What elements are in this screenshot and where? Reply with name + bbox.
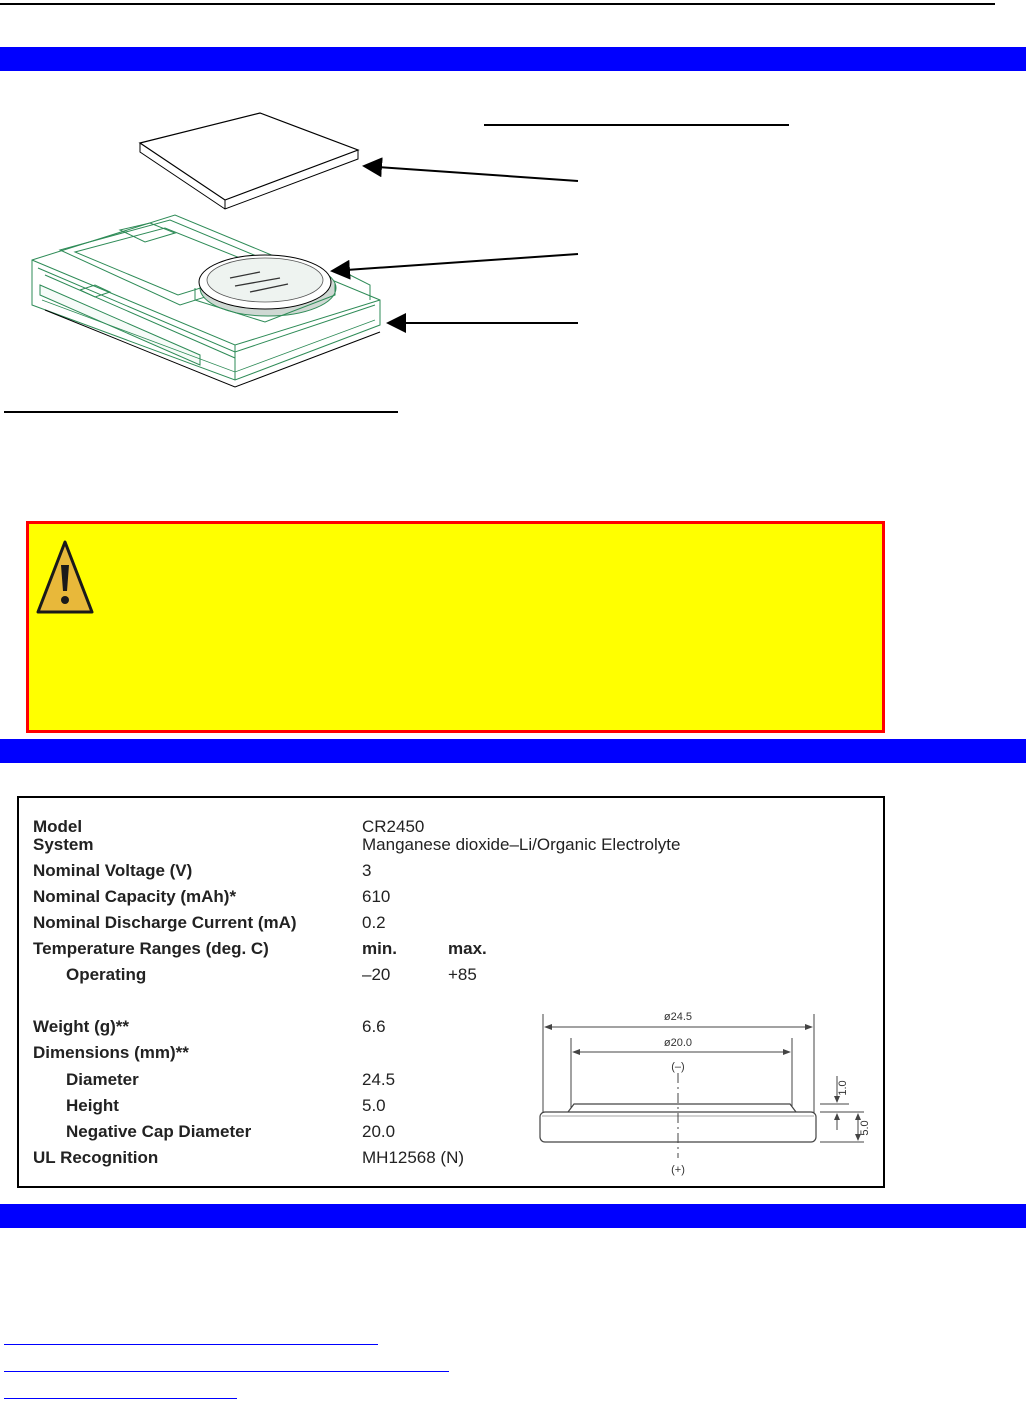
- spec-label: Height: [66, 1096, 119, 1115]
- link-underline-3[interactable]: [4, 1398, 237, 1399]
- spec-label: Negative Cap Diameter: [66, 1122, 252, 1141]
- spec-label: UL Recognition: [33, 1148, 159, 1167]
- spec-value-min: –20: [362, 965, 391, 984]
- spec-label: Nominal Capacity (mAh)*: [33, 887, 237, 906]
- spec-value: 0.2: [362, 913, 386, 932]
- spec-value-max: +85: [448, 965, 477, 984]
- spec-value: 5.0: [362, 1096, 386, 1115]
- cap-height-label: 1.0: [837, 1080, 849, 1096]
- spec-label: System: [33, 835, 94, 854]
- battery-spec-table: [17, 796, 885, 1188]
- spec-value: CR2450: [362, 817, 425, 836]
- section-band-2: [0, 739, 1026, 763]
- pointer-arrows: [320, 150, 590, 340]
- warning-triangle-icon: [35, 539, 95, 615]
- spec-value: 3: [362, 861, 372, 880]
- spec-value: MH12568 (N): [362, 1148, 465, 1167]
- outer-diameter-label: ø24.5: [663, 1011, 693, 1023]
- section-band-3: [0, 1204, 1026, 1228]
- spec-value: 6.6: [362, 1017, 386, 1036]
- spec-value: 24.5: [362, 1070, 396, 1089]
- spec-value-min: min.: [362, 939, 397, 958]
- spec-label: Weight (g)**: [33, 1017, 130, 1036]
- spec-label: Diameter: [66, 1070, 139, 1089]
- link-underline-1[interactable]: [4, 1344, 378, 1345]
- top-rule: [0, 3, 995, 5]
- height-label: 5.0: [859, 1120, 871, 1136]
- spec-value: 610: [362, 887, 391, 906]
- heading-underline: [484, 124, 789, 126]
- spec-label: Temperature Ranges (deg. C): [33, 939, 269, 958]
- spec-label: Model: [33, 817, 83, 836]
- positive-terminal-label: (+): [671, 1164, 685, 1176]
- spec-label: Dimensions (mm)**: [33, 1043, 189, 1062]
- coin-cell-dimension-diagram: [534, 1008, 879, 1183]
- link-underline-2[interactable]: [4, 1371, 449, 1372]
- cap-diameter-label: ø20.0: [663, 1037, 693, 1049]
- arrow-battery: [332, 254, 578, 271]
- arrow-cover: [364, 166, 578, 181]
- warning-box: [26, 521, 885, 733]
- spec-value: 20.0: [362, 1122, 396, 1141]
- figure-underline: [4, 411, 398, 413]
- spec-value-max: max.: [448, 939, 487, 958]
- spec-label: Nominal Voltage (V): [33, 861, 193, 880]
- spec-value: Manganese dioxide–Li/Organic Electrolyte: [362, 835, 681, 854]
- spec-label: Operating: [66, 965, 147, 984]
- section-band-1: [0, 47, 1026, 71]
- negative-terminal-label: (–): [671, 1061, 685, 1073]
- spec-label: Nominal Discharge Current (mA): [33, 913, 297, 932]
